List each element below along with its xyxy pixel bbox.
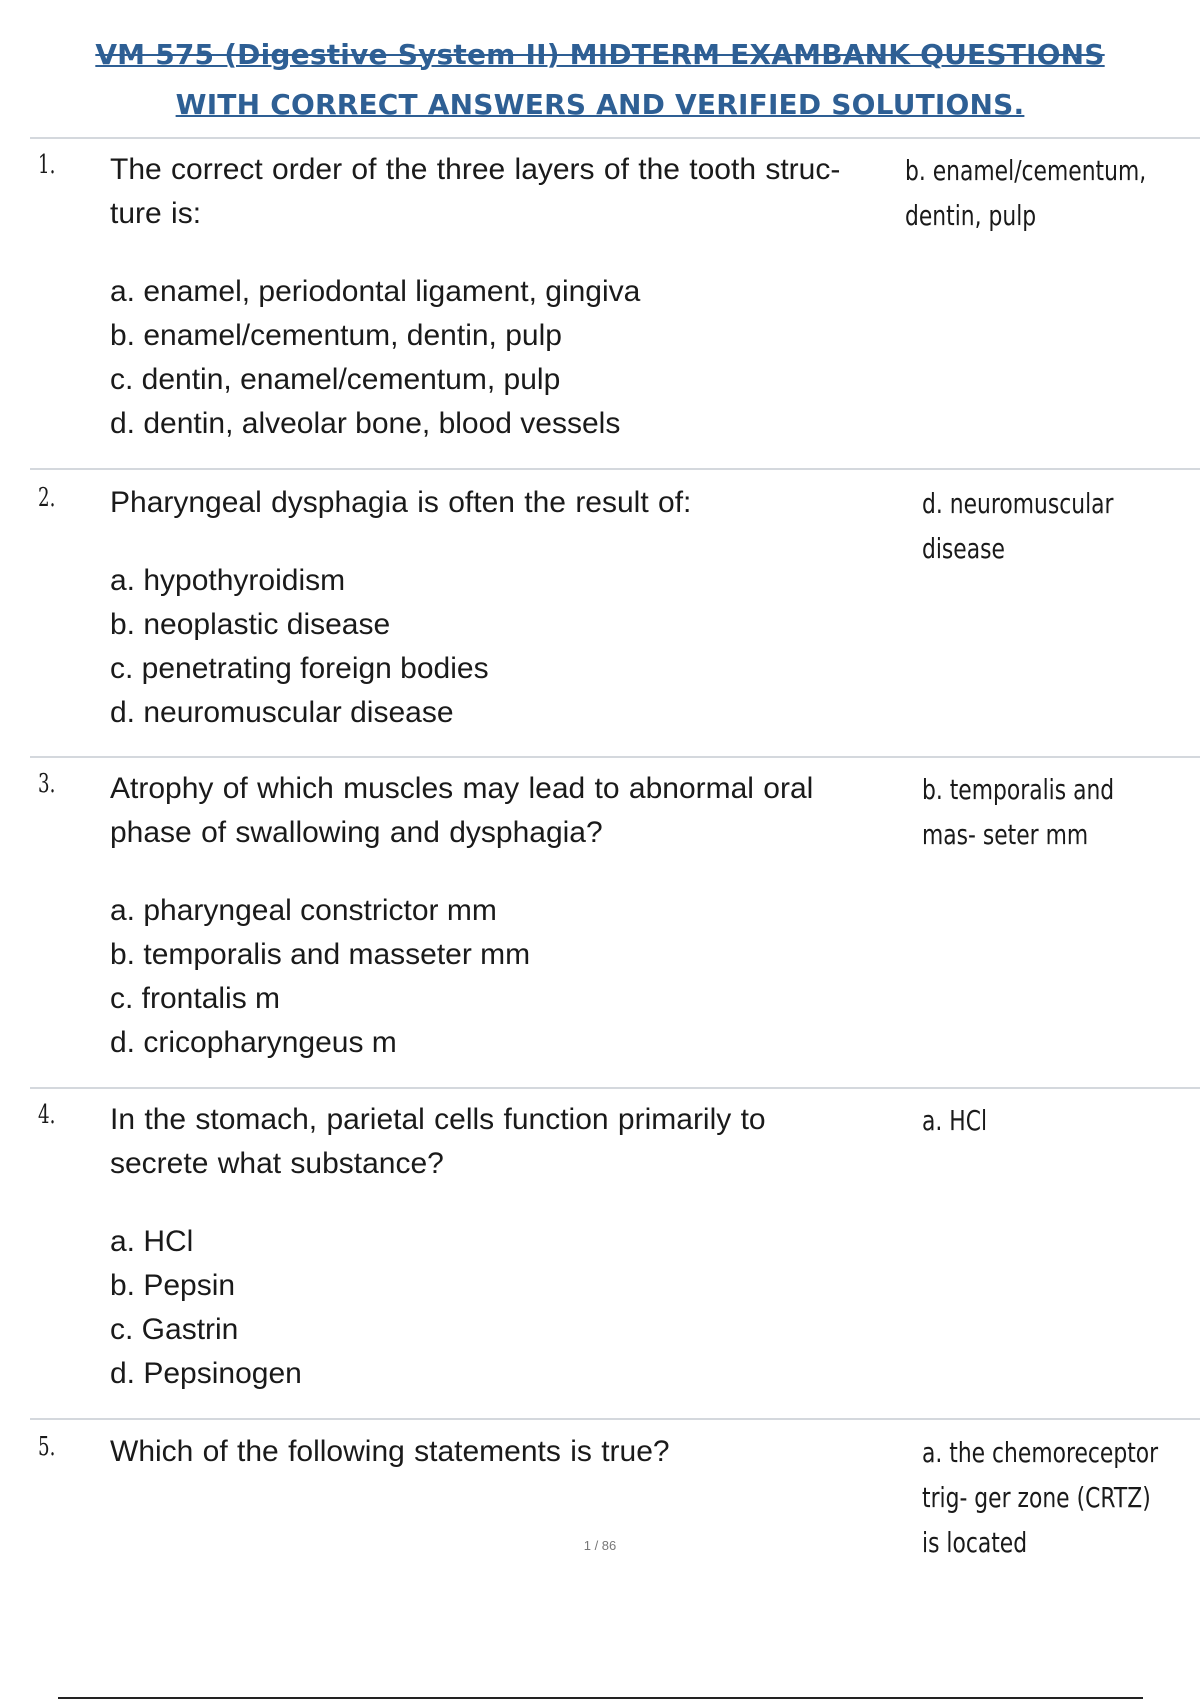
options-list xyxy=(110,889,890,1065)
option-a: a. hypothyroidism xyxy=(110,564,346,597)
divider xyxy=(30,137,1200,139)
question-text: In the stomach, parietal cells function primarily to secrete what substance? xyxy=(110,1103,766,1180)
question-text: The correct order of the three layers of the tooth struc- ture is: xyxy=(110,153,841,230)
page-number: 1 / 86 xyxy=(583,1538,617,1553)
question-text: Pharyngeal dysphagia is often the result of: xyxy=(110,486,692,519)
title-line-1: VM 575 (Digestive System II) MIDTERM EXAMBANK QUESTIONS xyxy=(95,38,1105,71)
options-list xyxy=(110,270,890,446)
option-c: c. frontalis m xyxy=(110,982,281,1015)
divider xyxy=(30,756,1200,758)
divider xyxy=(30,468,1200,470)
footer-line xyxy=(58,1697,1143,1699)
option-c: c. dentin, enamel/cementum, pulp xyxy=(110,363,561,396)
option-d: d. Pepsinogen xyxy=(110,1357,302,1390)
options-list xyxy=(110,1220,890,1396)
answer-text: d. neuromuscular disease xyxy=(922,487,1114,565)
question-text: Atrophy of which muscles may lead to abnormal oral phase of swallowing and dysphagia? xyxy=(110,772,814,849)
title-line-2: WITH CORRECT ANSWERS AND VERIFIED SOLUTIONS. xyxy=(175,88,1025,121)
question-number: 2. xyxy=(38,483,56,513)
option-d: d. neuromuscular disease xyxy=(110,696,454,729)
option-b: b. neoplastic disease xyxy=(110,608,391,641)
divider xyxy=(30,1087,1200,1089)
document-header xyxy=(0,30,1200,130)
question-number: 3. xyxy=(38,769,56,799)
option-d: d. cricopharyngeus m xyxy=(110,1026,397,1059)
option-d: d. dentin, alveolar bone, blood vessels xyxy=(110,407,621,440)
option-a: a. HCl xyxy=(110,1225,194,1258)
option-a: a. enamel, periodontal ligament, gingiva xyxy=(110,275,641,308)
option-c: c. Gastrin xyxy=(110,1313,239,1346)
option-a: a. pharyngeal constrictor mm xyxy=(110,894,497,927)
options-list xyxy=(110,559,890,735)
answer-text: b. enamel/cementum, dentin, pulp xyxy=(905,154,1147,232)
question-number: 4. xyxy=(38,1100,56,1130)
divider xyxy=(30,1418,1200,1420)
option-c: c. penetrating foreign bodies xyxy=(110,652,489,685)
question-number: 1. xyxy=(38,150,56,180)
option-b: b. Pepsin xyxy=(110,1269,236,1302)
answer-text: b. temporalis and mas- seter mm xyxy=(922,773,1115,851)
answer-text: a. the chemoreceptor trig- ger zone (CRTZ) is located xyxy=(922,1436,1159,1559)
option-b: b. temporalis and masseter mm xyxy=(110,938,531,971)
answer-text: a. HCl xyxy=(922,1104,988,1137)
question-text: Which of the following statements is true? xyxy=(110,1435,670,1468)
option-b: b. enamel/cementum, dentin, pulp xyxy=(110,319,562,352)
question-number: 5. xyxy=(38,1432,56,1462)
